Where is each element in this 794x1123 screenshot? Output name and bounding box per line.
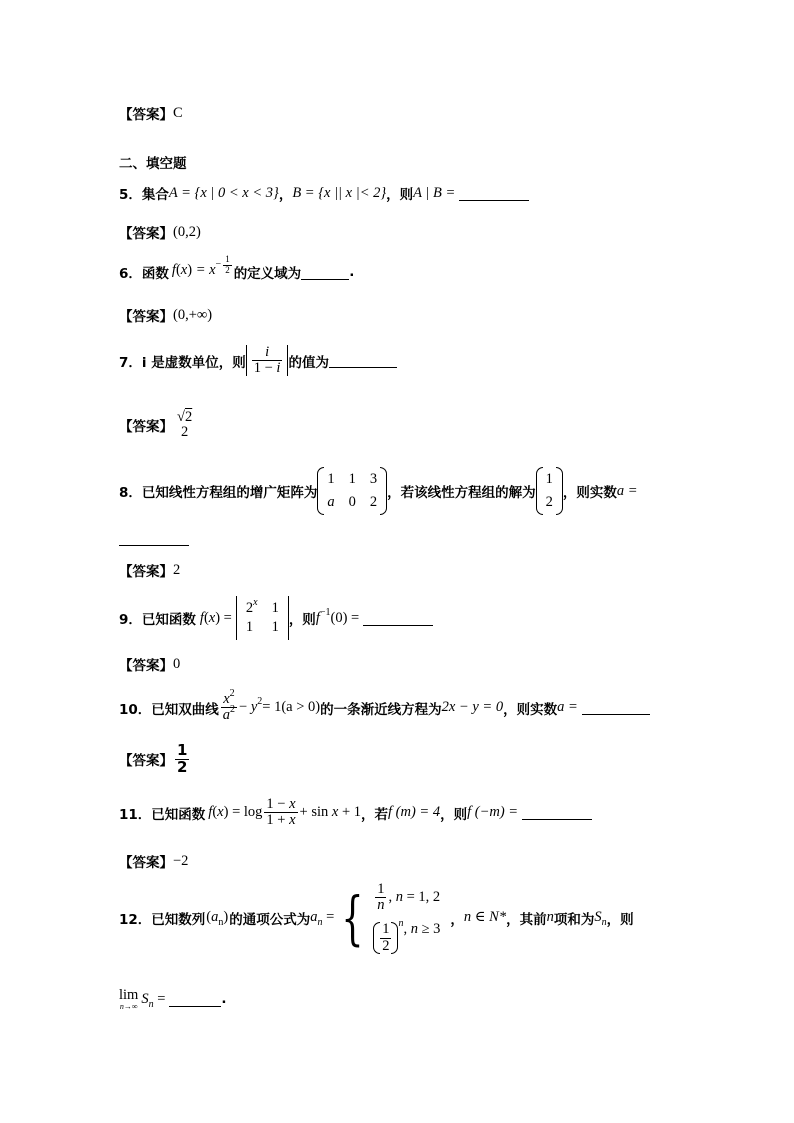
- answer-blank[interactable]: [329, 353, 397, 368]
- question-text: ，: [450, 911, 464, 928]
- answer-value: −2: [173, 852, 189, 869]
- math-condition: f (m) = 4: [388, 804, 441, 821]
- answer-value: (0,+∞): [173, 306, 213, 323]
- answer-value: 0: [173, 655, 181, 672]
- math-general-term: $a_n$ =: [310, 909, 335, 929]
- math-target: f (−m) =: [467, 804, 519, 821]
- question-11: [119, 797, 592, 828]
- math-hyperbola: $\frac{x^2}{a^2}$: [222, 688, 236, 724]
- answer-value: (0,2): [173, 223, 201, 240]
- answer-blank[interactable]: [522, 805, 592, 820]
- math-function: f(x) =: [199, 609, 232, 626]
- answer-blank[interactable]: [582, 700, 650, 715]
- math-variable: n: [546, 909, 554, 926]
- answer-blank[interactable]: [363, 611, 433, 626]
- question-text: ，则实数: [562, 485, 617, 501]
- answer-q6: [119, 305, 212, 325]
- question-text: 已知数列: [151, 911, 206, 928]
- answer-value-one-half: $\frac{1}{2}$: [177, 741, 188, 776]
- answer-label: 【答案】: [119, 107, 173, 123]
- math-sum: $S_n$ =: [141, 990, 166, 1010]
- section-title-text: 二、填空题: [119, 156, 187, 172]
- question-text: ，则: [440, 806, 468, 823]
- answer-value: 2: [173, 561, 181, 578]
- question-number: 7．: [119, 354, 142, 371]
- question-text: ，其前: [506, 911, 547, 928]
- math-inverse: $f^{-1}(0)$ =: [315, 606, 360, 626]
- math-sum: $S_n$: [594, 909, 607, 929]
- question-number: 5．: [119, 187, 142, 203]
- math-expression: $f(x) = x^{- \frac{1}{2}}$: [171, 254, 230, 279]
- question-text: 的值为: [288, 354, 329, 371]
- question-text: 的定义域为: [233, 266, 302, 282]
- question-number: 10．: [119, 701, 152, 718]
- answer-q5: [119, 222, 201, 242]
- question-text: 已知双曲线: [151, 701, 219, 718]
- piecewise-brace: {: [341, 883, 364, 952]
- question-number: 12．: [119, 911, 152, 928]
- math-sequence: $(a_n)$: [206, 909, 229, 929]
- question-text: 已知函数: [151, 806, 206, 823]
- piecewise-cases: $\frac{1}{n}$ , n = 1, 2 $\frac{1}{2}$ $^n$, n ≥ 3: [373, 882, 440, 954]
- question-text: 已知函数: [141, 612, 196, 628]
- answer-label: 【答案】: [119, 309, 173, 325]
- question-number: 6．: [119, 266, 142, 282]
- question-text: .: [349, 264, 355, 280]
- answer-label: 【答案】: [119, 753, 173, 770]
- math-asymptote: 2x − y = 0: [441, 699, 504, 716]
- answer-q9: [119, 654, 180, 674]
- question-number: 8．: [119, 485, 142, 501]
- section-title: [119, 152, 187, 172]
- math-set-a: A = {x | 0 < x < 3}: [168, 184, 279, 201]
- question-text: ，若: [361, 806, 389, 823]
- question-text: 的通项公式为: [229, 911, 311, 928]
- math-abs-fraction: $\frac{i}{1 - i}$: [246, 345, 289, 376]
- answer-blank[interactable]: [169, 992, 221, 1007]
- question-text: ，则: [606, 911, 634, 928]
- question-text: i 是虚数单位，则: [141, 354, 246, 371]
- math-set-b: B = {x || x |< 2}: [292, 184, 387, 201]
- question-number: 9．: [119, 612, 142, 628]
- answer-label: 【答案】: [119, 564, 173, 580]
- answer-q7: [119, 410, 196, 440]
- answer-value-sqrt2-over-2: √2 2: [177, 409, 193, 441]
- solution-vector: 1 2: [536, 467, 563, 515]
- determinant: 2$^x$ 1 1 1: [236, 596, 289, 640]
- math-function: f(x) = log: [208, 804, 263, 821]
- question-6: [119, 254, 355, 282]
- answer-q11: [119, 851, 188, 871]
- answer-q4: [119, 103, 183, 123]
- question-text: 函数: [141, 266, 169, 282]
- question-5: [119, 183, 529, 203]
- math-hyperbola-rest: − $y^2$: [239, 696, 263, 716]
- answer-value: C: [173, 104, 183, 121]
- answer-label: 【答案】: [119, 658, 173, 674]
- math-variable: a =: [616, 482, 638, 499]
- question-text: .: [221, 991, 227, 1008]
- math-log-fraction: $\frac{1 - x}{1 + x}$: [266, 796, 296, 829]
- answer-label: 【答案】: [119, 226, 173, 242]
- math-target: A | B =: [413, 184, 456, 201]
- question-text: 集合: [141, 187, 169, 203]
- answer-label: 【答案】: [119, 855, 173, 871]
- answer-blank[interactable]: [119, 531, 189, 546]
- answer-label: 【答案】: [119, 419, 173, 436]
- question-12: [119, 882, 634, 954]
- question-8: [119, 467, 638, 515]
- question-text: ，则实数: [503, 701, 558, 718]
- answer-q10: [119, 743, 191, 776]
- question-text: ，则: [288, 612, 316, 628]
- question-7: [119, 345, 397, 376]
- question-text: 已知线性方程组的增广矩阵为: [141, 485, 318, 501]
- math-limit: lim n→∞: [119, 987, 139, 1011]
- question-text: 项和为: [553, 911, 595, 928]
- math-domain: n ∈ N*: [463, 909, 507, 926]
- question-9: [119, 596, 433, 640]
- answer-blank[interactable]: [459, 186, 529, 201]
- question-text: ，若该线性方程组的解为: [387, 485, 536, 501]
- answer-blank[interactable]: [301, 265, 349, 280]
- answer-q8: [119, 560, 180, 580]
- math-condition: = 1(a > 0): [262, 699, 321, 716]
- question-12-limit: [119, 988, 227, 1011]
- augmented-matrix: 1 1 3 a 0 2: [317, 467, 387, 515]
- question-text: ，则: [386, 187, 414, 203]
- question-text: ，: [278, 187, 293, 203]
- question-10: [119, 688, 650, 724]
- question-number: 11．: [119, 806, 152, 823]
- math-function-rest: + sin x + 1: [299, 804, 362, 821]
- math-variable: a =: [557, 699, 578, 716]
- answer-blank-line-q8: [119, 531, 189, 546]
- question-text: 的一条渐近线方程为: [320, 701, 442, 718]
